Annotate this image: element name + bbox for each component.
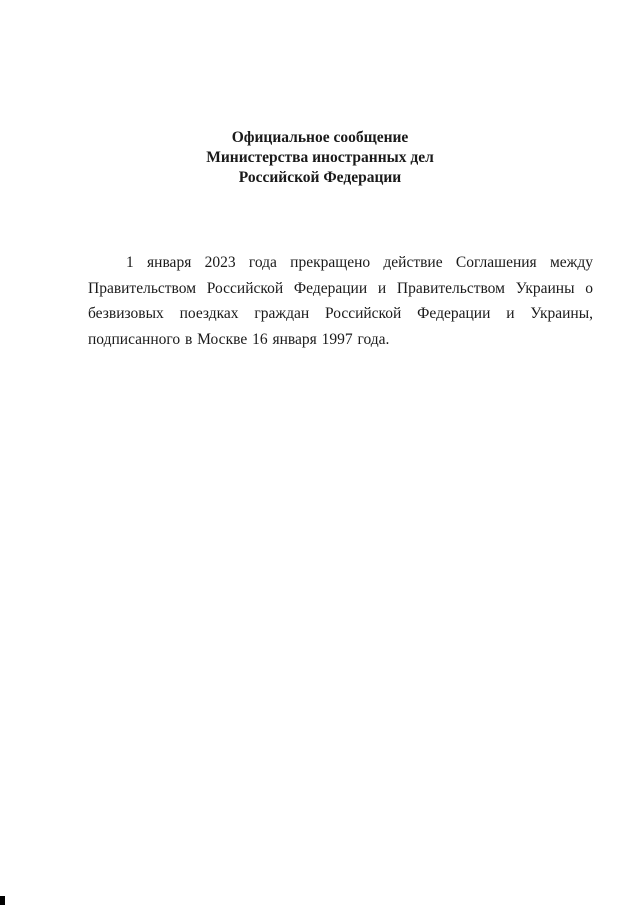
title-line-1: Официальное сообщение bbox=[231, 129, 409, 146]
scan-edge-mark bbox=[0, 896, 5, 905]
document-title bbox=[0, 128, 640, 188]
body-paragraph: 1 января 2023 года прекращено действие Соглашения между Правительством Российской Федерации и Правительством Украины о безвизовых поездках граждан Российской Федерации и Украины, подписанного в Москве 16 января 1997 года. bbox=[88, 254, 593, 348]
title-line-2: Министерства иностранных дел bbox=[206, 149, 434, 166]
title-line-3: Российской Федерации bbox=[238, 169, 402, 186]
